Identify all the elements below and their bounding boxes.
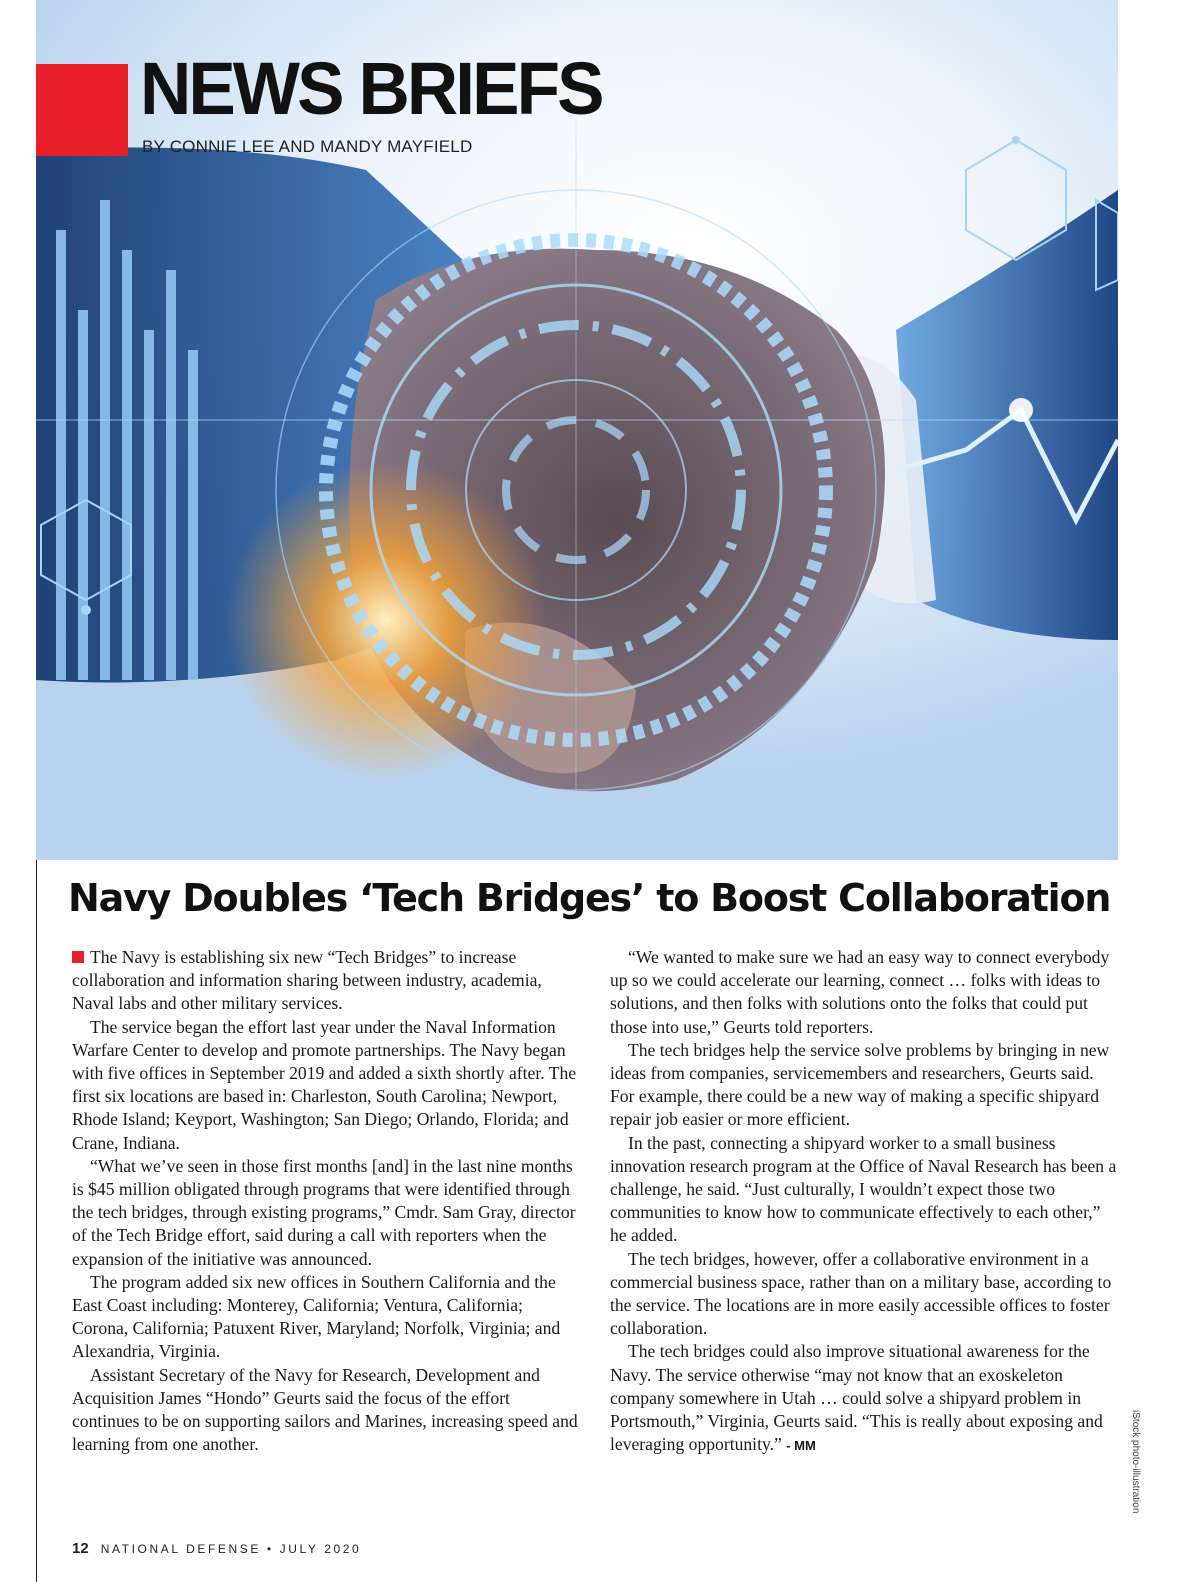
section-title: NEWS BRIEFS [140,47,602,130]
article-column-left [72,946,580,1456]
author-signature: - MM [786,1438,816,1454]
article-column-right [610,946,1118,1457]
paragraph: The tech bridges help the service solve problems by bringing in new ideas from companies, servicemembers and researchers, Geurts said. For example, there could be a new way of making a specific shipyard repair job easier or more efficient. [610,1039,1110,1130]
paragraph: The tech bridges, however, offer a collaborative environment in a commercial business space, rather than on a military base, according to the service. The locations are in more easily accessible offices to foster collaboration. [610,1248,1112,1339]
page-footer [72,1540,361,1558]
article-headline: Navy Doubles ‘Tech Bridges’ to Boost Collaboration [68,876,1111,920]
paragraph: The Navy is establishing six new “Tech Bridges” to increase collaboration and information sharing between industry, academia, Naval labs and other military services. [72,947,542,1014]
page-left-rule [36,860,37,1582]
paragraph: “What we’ve seen in those first months [and] in the last nine months is $45 million obligated through programs that were identified through the tech bridges, through existing programs,” Cmdr. Sam Gray, director of the Tech Bridge effort, said during a call with reporters when the expansion of the initiative was announced. [72,1155,576,1269]
publication-info: NATIONAL DEFENSE • JULY 2020 [100,1542,362,1556]
byline: BY CONNIE LEE AND MANDY MAYFIELD [142,137,473,156]
paragraph: Assistant Secretary of the Navy for Research, Development and Acquisition James “Hondo” Geurts said the focus of the effort continues to be on supporting sailors and Marines, increasing speed and learning from one another. [72,1364,578,1455]
paragraph: The service began the effort last year under the Naval Information Warfare Center to develop and promote partnerships. The Navy began with five offices in September 2019 and added a sixth shortly after. The first six locations are based in: Charleston, South Carolina; Newport, Rhode Island; Keyport, Washington; San Diego; Orlando, Florida; and Crane, Indiana. [72,1016,577,1153]
paragraph: The tech bridges could also improve situational awareness for the Navy. The service otherwise “may not know that an exoskeleton company somewhere in Utah … could solve a shipyard problem in Portsmouth,” Virginia, Geurts said. “This is really about exposing and leveraging opportunity.” - MM [610,1341,1103,1455]
photo-credit: iStock photo-illustration [1130,1410,1141,1514]
paragraph: The program added six new offices in Southern California and the East Coast including: Monterey, California; Ventura, California; Corona, California; Patuxent River, Maryland; Norfolk, Virginia; and Alexandria, Virginia. [72,1271,561,1362]
bullet-square-icon [72,951,84,963]
section-marker [36,64,128,156]
paragraph: In the past, connecting a shipyard worker to a small business innovation research program at the Office of Naval Research has been a challenge, he said. “Just culturally, I wouldn’t expect those two communities to know how to communicate effectively to each other,” he added. [610,1132,1117,1246]
paragraph: “We wanted to make sure we had an easy way to connect everybody up so we could accelerate our learning, connect … folks with ideas to solutions, and then folks with solutions onto the folks that could put those into use,” Geurts told reporters. [610,947,1110,1037]
page-number: 12 [72,1540,89,1557]
